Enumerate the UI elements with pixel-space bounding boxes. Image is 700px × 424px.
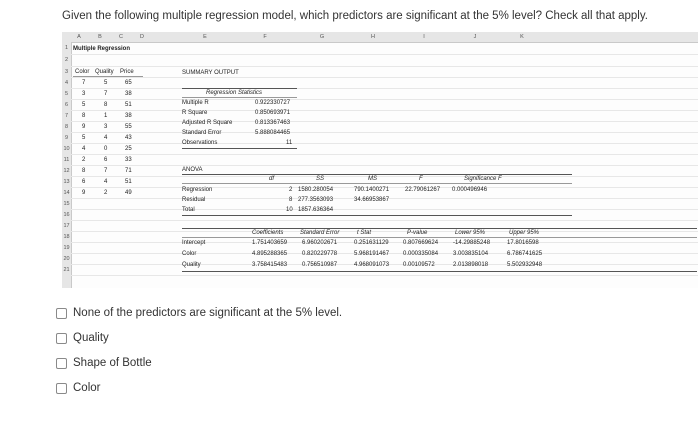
row-number: 19 <box>63 245 70 251</box>
row-number: 18 <box>63 234 70 240</box>
row-number: 10 <box>63 146 70 152</box>
column-letter: C <box>119 34 123 40</box>
reg-stat-label: R Square <box>182 110 208 116</box>
row-number: 16 <box>63 212 70 218</box>
row-number: 13 <box>63 179 70 185</box>
anova-cell: 1857.636364 <box>298 207 334 213</box>
coef-cell: -14.29885248 <box>453 240 491 246</box>
checkbox[interactable] <box>56 333 67 344</box>
anova-label: Residual <box>182 197 206 203</box>
data-header-price: Price <box>120 69 134 75</box>
data-cell: 3 <box>82 91 86 97</box>
data-cell: 25 <box>125 146 132 152</box>
anova-label: Total <box>182 207 195 213</box>
row-number: 4 <box>64 80 69 86</box>
data-cell: 7 <box>82 80 86 86</box>
option-label: None of the predictors are significant at the 5% level. <box>73 307 343 319</box>
spreadsheet-screenshot <box>62 32 698 288</box>
column-letter: D <box>140 34 144 40</box>
anova-header: SS <box>316 176 325 182</box>
reg-stat-label: Adjusted R Square <box>182 120 233 126</box>
coef-cell: 0.251631129 <box>354 240 389 246</box>
anova-cell: 10 <box>286 207 293 213</box>
column-letter: F <box>263 34 267 40</box>
row-number: 20 <box>63 256 70 262</box>
option-quality[interactable] <box>56 332 109 344</box>
coef-cell: 3.003835104 <box>453 251 489 257</box>
row-number: 5 <box>64 91 69 97</box>
data-cell: 6 <box>104 157 108 163</box>
coef-header: Upper 95% <box>509 230 540 236</box>
data-cell: 51 <box>125 179 132 185</box>
reg-stat-value: 0.813367463 <box>255 120 291 126</box>
data-cell: 9 <box>82 124 86 130</box>
option-shape-of-bottle[interactable] <box>56 357 152 369</box>
row-number: 8 <box>64 124 69 130</box>
anova-cell: 277.3563093 <box>298 197 334 203</box>
coef-label: Color <box>182 251 197 257</box>
data-cell: 4 <box>82 146 86 152</box>
option-color[interactable] <box>56 382 100 394</box>
coef-cell: 2.013898018 <box>453 262 489 268</box>
data-cell: 2 <box>104 190 108 196</box>
data-cell: 38 <box>125 91 132 97</box>
column-letter: H <box>371 34 375 40</box>
data-cell: 5 <box>82 135 86 141</box>
column-letter: J <box>473 34 477 40</box>
data-cell: 71 <box>125 168 132 174</box>
option-label: Quality <box>73 332 109 344</box>
coef-cell: 0.00109572 <box>403 262 435 268</box>
reg-stat-value: 11 <box>286 140 293 146</box>
summary-output-label: SUMMARY OUTPUT <box>182 70 239 76</box>
option-label: Color <box>73 382 101 394</box>
data-cell: 8 <box>82 113 86 119</box>
checkbox[interactable] <box>56 358 67 369</box>
row-number: 14 <box>63 190 70 196</box>
checkbox[interactable] <box>56 308 67 319</box>
coef-cell: 4.895288365 <box>252 251 288 257</box>
anova-header: MS <box>368 176 377 182</box>
coef-header: P-value <box>407 230 428 236</box>
coef-cell: 5.968191467 <box>354 251 390 257</box>
coef-label: Intercept <box>182 240 206 246</box>
checkbox[interactable] <box>56 383 67 394</box>
row-number: 6 <box>64 102 69 108</box>
anova-cell: 34.66953867 <box>354 197 390 203</box>
anova-cell: 8 <box>289 197 293 203</box>
coef-cell: 0.000335084 <box>403 251 439 257</box>
data-cell: 43 <box>125 135 132 141</box>
question-text: Given the following multiple regression model, which predictors are significant at the 5% level? Check all that apply. <box>62 10 648 22</box>
row-number: 9 <box>64 135 69 141</box>
data-cell: 9 <box>82 190 86 196</box>
column-letter: G <box>319 34 325 40</box>
anova-cell: 1580.280054 <box>298 187 334 193</box>
option-label: Shape of Bottle <box>73 357 152 369</box>
column-letter: E <box>203 34 207 40</box>
reg-stat-value: 0.922330727 <box>255 100 291 106</box>
coef-header: Lower 95% <box>455 230 486 236</box>
data-header-quality: Quality <box>95 69 114 75</box>
anova-cell: 22.79061267 <box>405 187 441 193</box>
data-cell: 55 <box>125 124 132 130</box>
coef-cell: 0.820229778 <box>302 251 338 257</box>
row-number: 15 <box>63 201 70 207</box>
coef-cell: 1.751403659 <box>252 240 288 246</box>
data-cell: 6 <box>82 179 86 185</box>
reg-stat-value: 0.850693971 <box>255 110 291 116</box>
coef-cell: 17.8016598 <box>507 240 539 246</box>
anova-header: Significance F <box>464 176 502 182</box>
column-letter: A <box>77 34 81 40</box>
row-number: 2 <box>64 57 69 63</box>
data-cell: 0 <box>104 146 108 152</box>
coef-cell: 6.786741625 <box>507 251 543 257</box>
row-number: 11 <box>63 157 70 163</box>
row-number: 21 <box>63 267 70 273</box>
data-cell: 1 <box>104 113 108 119</box>
reg-stat-label: Observations <box>182 140 218 146</box>
coef-cell: 0.756510987 <box>302 262 338 268</box>
data-cell: 8 <box>104 102 108 108</box>
data-cell: 51 <box>125 102 132 108</box>
anova-title: ANOVA <box>182 167 203 173</box>
data-cell: 5 <box>82 102 86 108</box>
coef-header: Standard Error <box>300 230 340 236</box>
row-number: 1 <box>64 45 69 51</box>
data-cell: 3 <box>104 124 108 130</box>
regression-stats-title: Regression Statistics <box>206 90 263 96</box>
data-cell: 65 <box>125 80 132 86</box>
data-cell: 4 <box>104 135 108 141</box>
data-cell: 4 <box>104 179 108 185</box>
anova-cell: 2 <box>289 187 293 193</box>
anova-header: df <box>269 176 275 182</box>
data-cell: 8 <box>82 168 86 174</box>
data-cell: 7 <box>104 168 108 174</box>
data-header-color: Color <box>75 69 90 75</box>
reg-stat-label: Standard Error <box>182 130 222 136</box>
anova-header: F <box>419 176 423 182</box>
coef-header: Coefficients <box>252 230 284 236</box>
anova-cell: 0.000496946 <box>452 187 488 193</box>
coef-cell: 6.960202671 <box>302 240 338 246</box>
data-cell: 2 <box>82 157 86 163</box>
coef-cell: 5.502932948 <box>507 262 543 268</box>
sheet-title: Multiple Regression <box>73 46 131 52</box>
anova-label: Regression <box>182 187 213 193</box>
data-cell: 7 <box>104 91 108 97</box>
row-number: 7 <box>64 113 69 119</box>
reg-stat-value: 5.888084465 <box>255 130 291 136</box>
anova-cell: 790.1400271 <box>354 187 390 193</box>
data-cell: 38 <box>125 113 132 119</box>
coef-cell: 3.758415483 <box>252 262 288 268</box>
data-cell: 33 <box>125 157 132 163</box>
coef-cell: 0.807669624 <box>403 240 439 246</box>
data-cell: 5 <box>104 80 108 86</box>
column-letter: K <box>520 34 524 40</box>
reg-stat-label: Multiple R <box>182 100 209 106</box>
option-none-significant[interactable] <box>56 307 342 319</box>
coef-label: Quality <box>182 262 201 268</box>
row-number: 3 <box>64 69 69 75</box>
column-letter: B <box>98 34 102 40</box>
coef-cell: 4.968091073 <box>354 262 390 268</box>
column-header-bar <box>62 32 698 43</box>
data-cell: 49 <box>125 190 132 196</box>
column-letter: I <box>423 34 425 40</box>
row-number: 12 <box>63 168 70 174</box>
row-number: 17 <box>63 223 70 229</box>
coef-header: t Stat <box>357 230 372 236</box>
